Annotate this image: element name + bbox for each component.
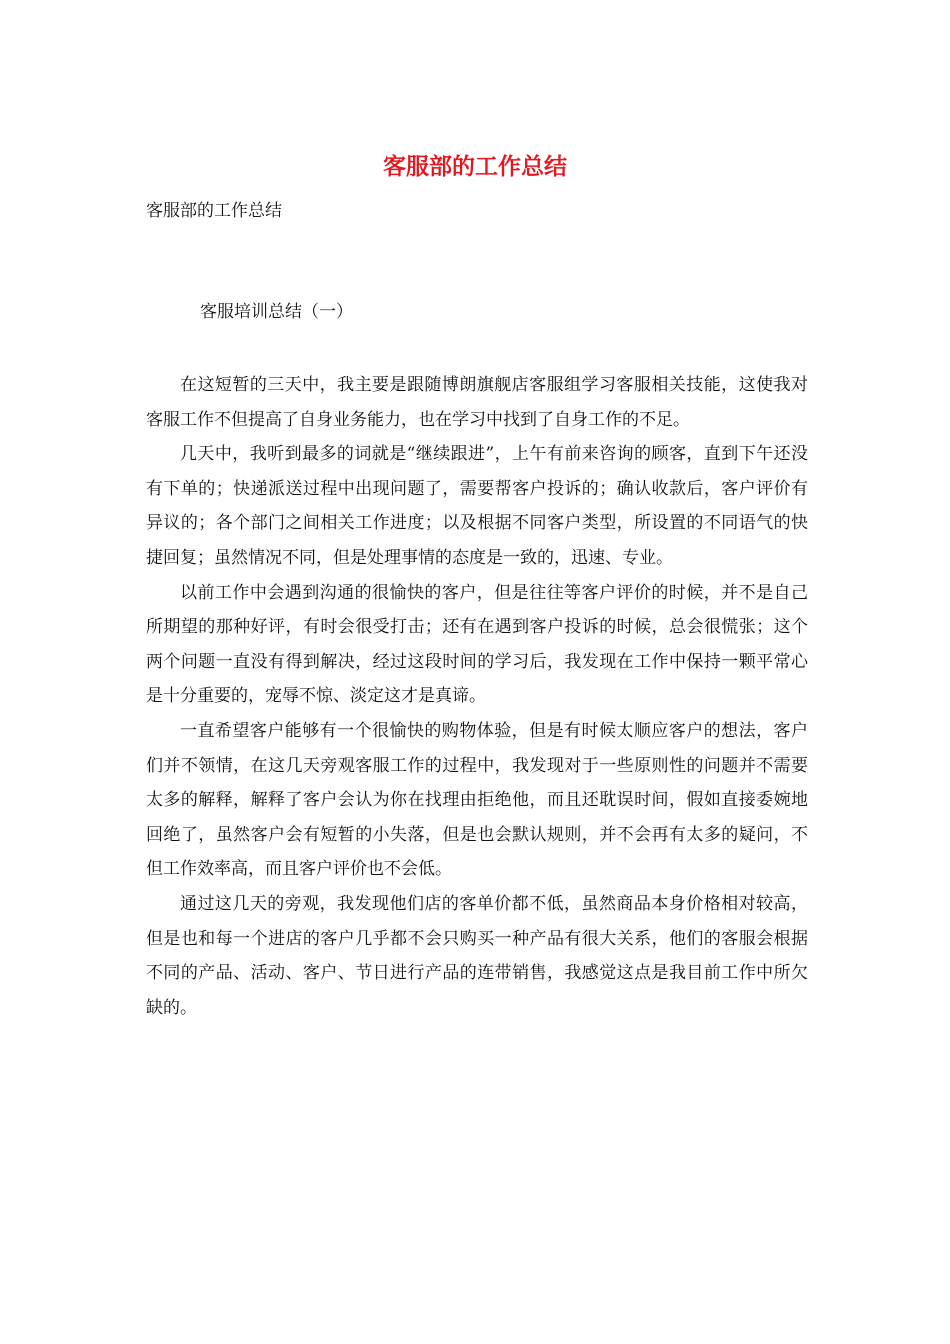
paragraph: 一直希望客户能够有一个很愉快的购物体验，但是有时候太顺应客户的想法，客户们并不领情，在这几天旁观客服工作的过程中，我发现对于一些原则性的问题并不需要太多的解释，解释了客户会认为你在找理由拒绝他，而且还耽误时间，假如直接委婉地回绝了，虽然客户会有短暂的小失落，但是也会默认规则，并不会再有太多的疑问，不但工作效率高，而且客户评价也不会低。 xyxy=(146,720,808,880)
document-subtitle: 客服部的工作总结 xyxy=(146,201,282,221)
body-text xyxy=(146,368,808,1025)
paragraph: 以前工作中会遇到沟通的很愉快的客户，但是往往等客户评价的时候，并不是自己所期望的那种好评，有时会很受打击；还有在遇到客户投诉的时候，总会很慌张；这个两个问题一直没有得到解决，经过这段时间的学习后，我发现在工作中保持一颗平常心是十分重要的，宠辱不惊、淡定这才是真谛。 xyxy=(146,582,808,707)
paragraph: 在这短暂的三天中，我主要是跟随博朗旗舰店客服组学习客服相关技能，这使我对客服工作不但提高了自身业务能力，也在学习中找到了自身工作的不足。 xyxy=(146,375,808,430)
section-heading: 客服培训总结（一） xyxy=(200,302,353,322)
paragraph: 几天中，我听到最多的词就是“继续跟进”，上午有前来咨询的顾客，直到下午还没有下单的；快递派送过程中出现问题了，需要帮客户投诉的；确认收款后，客户评价有异议的；各个部门之间相关工作进度；以及根据不同客户类型，所设置的不同语气的快捷回复；虽然情况不同，但是处理事情的态度是一致的，迅速、专业。 xyxy=(146,444,808,568)
document-title: 客服部的工作总结 xyxy=(383,153,567,180)
paragraph: 通过这几天的旁观，我发现他们店的客单价都不低，虽然商品本身价格相对较高，但是也和每一个进店的客户几乎都不会只购买一种产品有很大关系，他们的客服会根据不同的产品、活动、客户、节日进行产品的连带销售，我感觉这点是我目前工作中所欠缺的。 xyxy=(146,893,808,1018)
